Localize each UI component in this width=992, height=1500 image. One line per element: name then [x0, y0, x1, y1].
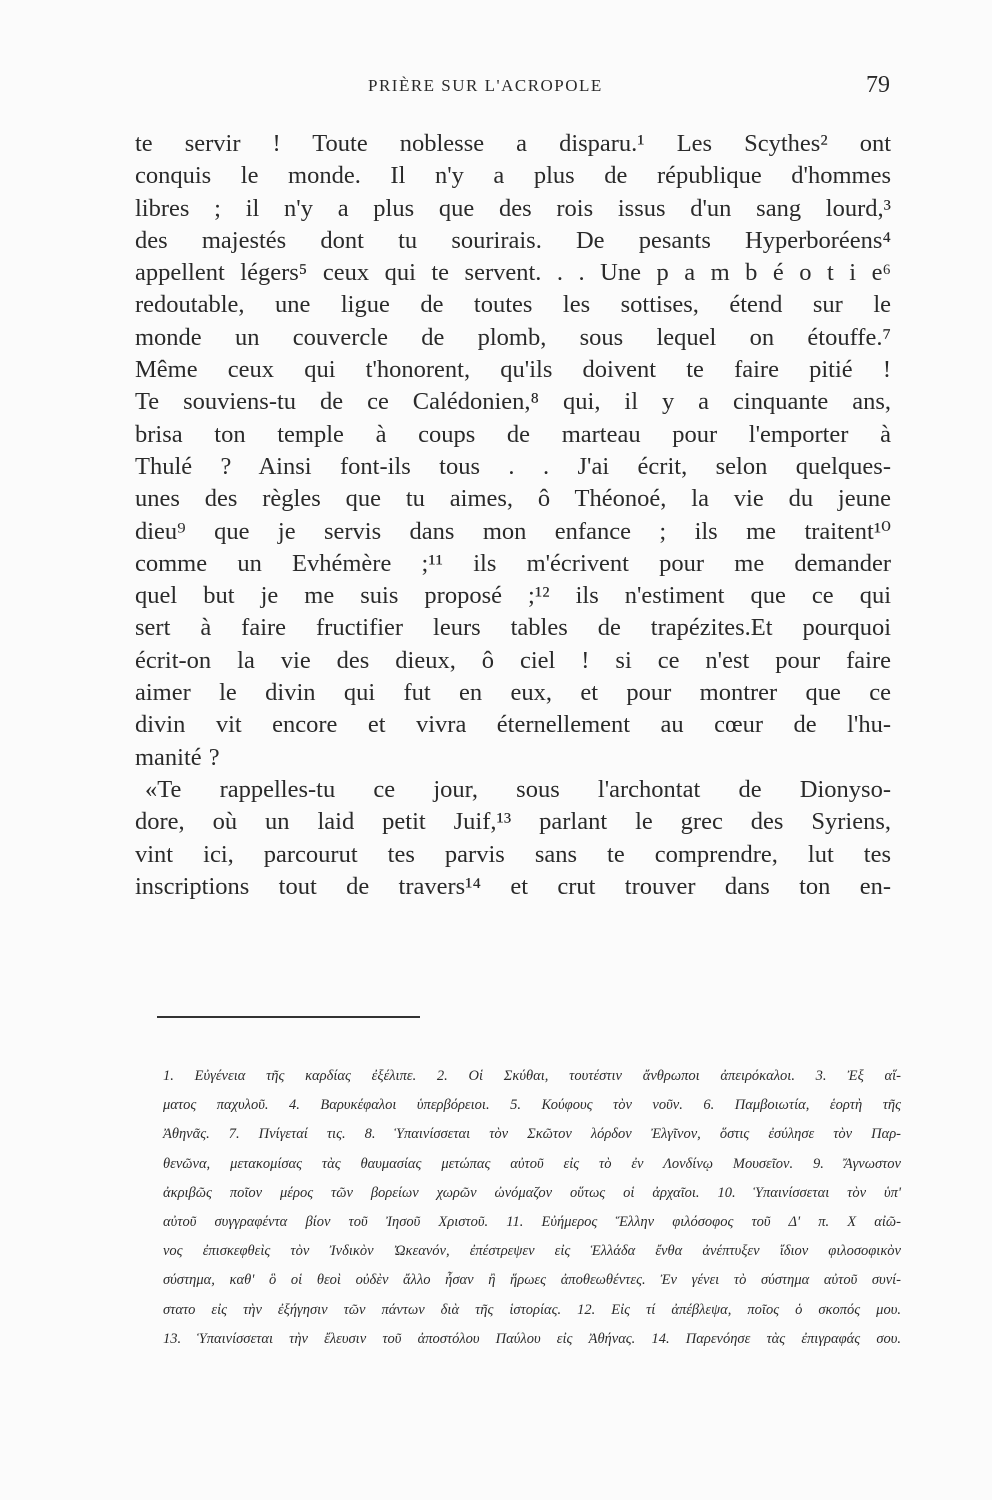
text-line: inscriptions tout de travers¹⁴ et crut trouver dans ton en- — [135, 872, 891, 900]
text-line: unes des règles que tu aimes, ô Théonoé, la vie du jeune — [135, 485, 891, 513]
text-line: comme un Evhémère ;¹¹ ils m'écrivent pour me demander — [135, 549, 891, 577]
page-number: 79 — [866, 72, 890, 98]
footnote-line: στατο εἰς τὴν ἐξήγησιν τῶν πάντων διὰ τῆς ἱστορίας. 12. Εἰς τί ἀπέβλεψα, ποῖος ὁ σκοπός μου. — [163, 1301, 901, 1318]
running-title: PRIÈRE SUR L'ACROPOLE — [368, 76, 603, 95]
body-text — [135, 128, 891, 903]
text-line: redoutable, une ligue de toutes les sottises, étend sur le — [135, 291, 891, 319]
text-line: dore, où un laid petit Juif,¹³ parlant le grec des Syriens, — [135, 808, 891, 836]
text-line: sert à faire fructifier leurs tables de trapézites.Et pourquoi — [135, 614, 891, 642]
text-line: quel but je me suis proposé ;¹² ils n'estiment que ce qui — [135, 582, 891, 610]
text-line: divin vit encore et vivra éternellement au cœur de l'hu- — [135, 711, 891, 739]
text-line: écrit-on la vie des dieux, ô ciel ! si ce n'est pour faire — [135, 646, 891, 674]
text-line: conquis le monde. Il n'y a plus de république d'hommes — [135, 162, 891, 190]
text-line: des majestés dont tu sourirais. De pesants Hyperboréens⁴ — [135, 226, 891, 254]
text-line: vint ici, parcourut tes parvis sans te comprendre, lut tes — [135, 840, 891, 868]
text-line: appellent légers⁵ ceux qui te servent. . . Une p a m b é o t i e⁶ — [135, 259, 891, 287]
footnote-line: 1. Εὐγένεια τῆς καρδίας ἐξέλιπε. 2. Οἱ Σκύθαι, τουτέστιν ἄνθρωποι ἀπειρόκαλοι. 3. Ἐξ αἵ- — [163, 1068, 901, 1084]
footnote-line: ἀκριβῶς ποῖον μέρος τῶν βορείων χωρῶν ὠνόμαζον οὕτως οἱ ἀρχαῖοι. 10. Ὑπαινίσσεται τὸν ὑπ' — [163, 1184, 901, 1201]
text-line: Te souviens-tu de ce Calédonien,⁸ qui, il y a cinquante ans, — [135, 388, 891, 416]
text-line: te servir ! Toute noblesse a disparu.¹ Les Scythes² ont — [135, 130, 891, 157]
text-line: brisa ton temple à coups de marteau pour l'emporter à — [135, 420, 891, 448]
footnote-line: 13. Ὑπαινίσσεται τὴν ἔλευσιν τοῦ ἀποστόλου Παύλου εἰς Ἀθήνας. 14. Παρενόησε τὰς ἐπιγραφάς σου. — [163, 1330, 901, 1347]
footnote-separator-rule — [157, 1016, 420, 1018]
footnote-line: θενῶνα, μετακομίσας τὰς θαυμασίας μετώπας αὐτοῦ εἰς τὸ ἐν Λονδίνῳ Μουσεῖον. 9. Ἄγνωστον — [163, 1155, 901, 1172]
text-line: Même ceux qui t'honorent, qu'ils doivent te faire pitié ! — [135, 356, 891, 384]
text-line: aimer le divin qui fut en eux, et pour montrer que ce — [135, 679, 891, 707]
footnote-line: αὐτοῦ συγγραφέντα βίον τοῦ Ἰησοῦ Χριστοῦ. 11. Εὐήμερος Ἕλλην φιλόσοφος τοῦ Δ' π. Χ αἰῶ- — [163, 1213, 901, 1230]
text-line: manité ? — [135, 743, 220, 771]
text-line: libres ; il n'y a plus que des rois issus d'un sang lourd,³ — [135, 194, 891, 222]
footnote-line: ματος παχυλοῦ. 4. Βαρυκέφαλοι ὑπερβόρειοι. 5. Κούφους τὸν νοῦν. 6. Παμβοιωτία, ἑορτὴ τῆς — [163, 1097, 901, 1114]
footnote-line: νος ἐπισκεφθεὶς τὸν Ἰνδικὸν Ὠκεανόν, ἐπέστρεψεν εἰς Ἑλλάδα ἔνθα ἀνέπτυξεν ἴδιον φιλοσοφικὸν — [163, 1243, 901, 1260]
footnote-line: Ἀθηνᾶς. 7. Πνίγεταί τις. 8. Ὑπαινίσσεται τὸν Σκῶτον λόρδον Ἐλγῖνον, ὅστις ἐσύλησε τὸν Παρ- — [163, 1126, 901, 1143]
text-line: monde un couvercle de plomb, sous lequel on étouffe.⁷ — [135, 323, 891, 351]
text-line: dieu⁹ que je servis dans mon enfance ; ils me traitent¹⁰ — [135, 517, 891, 545]
footnotes — [163, 1062, 901, 1354]
page-header — [0, 72, 992, 102]
text-line: «Te rappelles-tu ce jour, sous l'archontat de Dionyso- — [145, 775, 891, 803]
footnote-line: σύστημα, καθ' ὃ οἱ θεοὶ οὐδὲν ἄλλο ἦσαν ἢ ἥρωες ἀποθεωθέντες. Ἐν γένει τὸ σύστημα αὐτοῦ συνί- — [163, 1272, 901, 1289]
text-line: Thulé ? Ainsi font-ils tous . . J'ai écrit, selon quelques- — [135, 452, 891, 480]
